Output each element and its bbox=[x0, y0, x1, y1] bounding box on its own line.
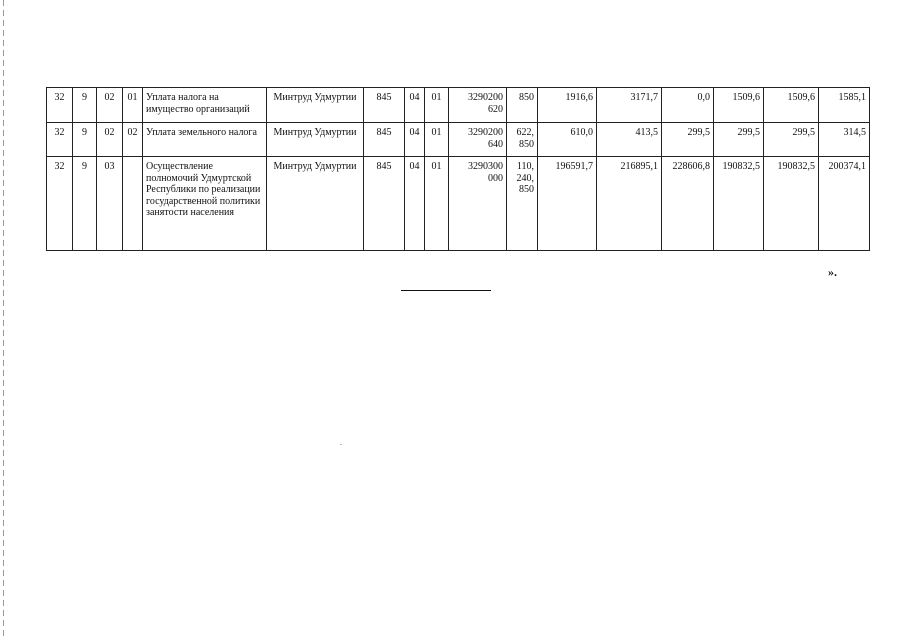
pr-cell: 01 bbox=[425, 123, 449, 157]
m-cell: 02 bbox=[123, 123, 143, 157]
rz-cell: 04 bbox=[405, 88, 425, 123]
end-separator-line bbox=[401, 290, 491, 291]
pp-cell: 9 bbox=[73, 123, 97, 157]
vr-cell: 850 bbox=[507, 88, 538, 123]
pp-cell: 9 bbox=[73, 88, 97, 123]
year3-cell: 0,0 bbox=[662, 88, 714, 123]
pr-cell: 01 bbox=[425, 157, 449, 251]
csr-cell: 3290200 640 bbox=[449, 123, 507, 157]
year1-cell: 610,0 bbox=[538, 123, 597, 157]
grbs-cell: 845 bbox=[364, 123, 405, 157]
m-cell: 01 bbox=[123, 88, 143, 123]
year4-cell: 299,5 bbox=[714, 123, 764, 157]
pr-cell: 01 bbox=[425, 88, 449, 123]
year2-cell: 413,5 bbox=[597, 123, 662, 157]
year4-cell: 190832,5 bbox=[714, 157, 764, 251]
budget-table bbox=[46, 87, 870, 251]
year4-cell: 1509,6 bbox=[714, 88, 764, 123]
vr-cell: 110, 240, 850 bbox=[507, 157, 538, 251]
om-cell: 02 bbox=[97, 88, 123, 123]
executor-cell: Минтруд Удмуртии bbox=[267, 123, 364, 157]
gp-cell: 32 bbox=[47, 88, 73, 123]
year5-cell: 190832,5 bbox=[764, 157, 819, 251]
year3-cell: 228606,8 bbox=[662, 157, 714, 251]
name-cell: Осуществление полномочий Удмуртской Республики по реализации государственной политики занятости населения bbox=[143, 157, 267, 251]
csr-cell: 3290300 000 bbox=[449, 157, 507, 251]
om-cell: 02 bbox=[97, 123, 123, 157]
year1-cell: 196591,7 bbox=[538, 157, 597, 251]
executor-cell: Минтруд Удмуртии bbox=[267, 157, 364, 251]
gp-cell: 32 bbox=[47, 123, 73, 157]
name-cell: Уплата земельного налога bbox=[143, 123, 267, 157]
table-row bbox=[47, 157, 870, 251]
year6-cell: 200374,1 bbox=[819, 157, 870, 251]
year2-cell: 216895,1 bbox=[597, 157, 662, 251]
rz-cell: 04 bbox=[405, 157, 425, 251]
year5-cell: 299,5 bbox=[764, 123, 819, 157]
scan-speck bbox=[340, 444, 342, 445]
csr-cell: 3290200 620 bbox=[449, 88, 507, 123]
vr-cell: 622, 850 bbox=[507, 123, 538, 157]
grbs-cell: 845 bbox=[364, 157, 405, 251]
year1-cell: 1916,6 bbox=[538, 88, 597, 123]
rz-cell: 04 bbox=[405, 123, 425, 157]
gp-cell: 32 bbox=[47, 157, 73, 251]
scan-left-edge bbox=[3, 0, 4, 640]
year6-cell: 1585,1 bbox=[819, 88, 870, 123]
grbs-cell: 845 bbox=[364, 88, 405, 123]
closing-quote: ». bbox=[828, 265, 837, 279]
name-cell: Уплата налога на имущество организаций bbox=[143, 88, 267, 123]
year5-cell: 1509,6 bbox=[764, 88, 819, 123]
om-cell: 03 bbox=[97, 157, 123, 251]
executor-cell: Минтруд Удмуртии bbox=[267, 88, 364, 123]
m-cell bbox=[123, 157, 143, 251]
pp-cell: 9 bbox=[73, 157, 97, 251]
year6-cell: 314,5 bbox=[819, 123, 870, 157]
year3-cell: 299,5 bbox=[662, 123, 714, 157]
table-row bbox=[47, 88, 870, 123]
year2-cell: 3171,7 bbox=[597, 88, 662, 123]
table-row bbox=[47, 123, 870, 157]
